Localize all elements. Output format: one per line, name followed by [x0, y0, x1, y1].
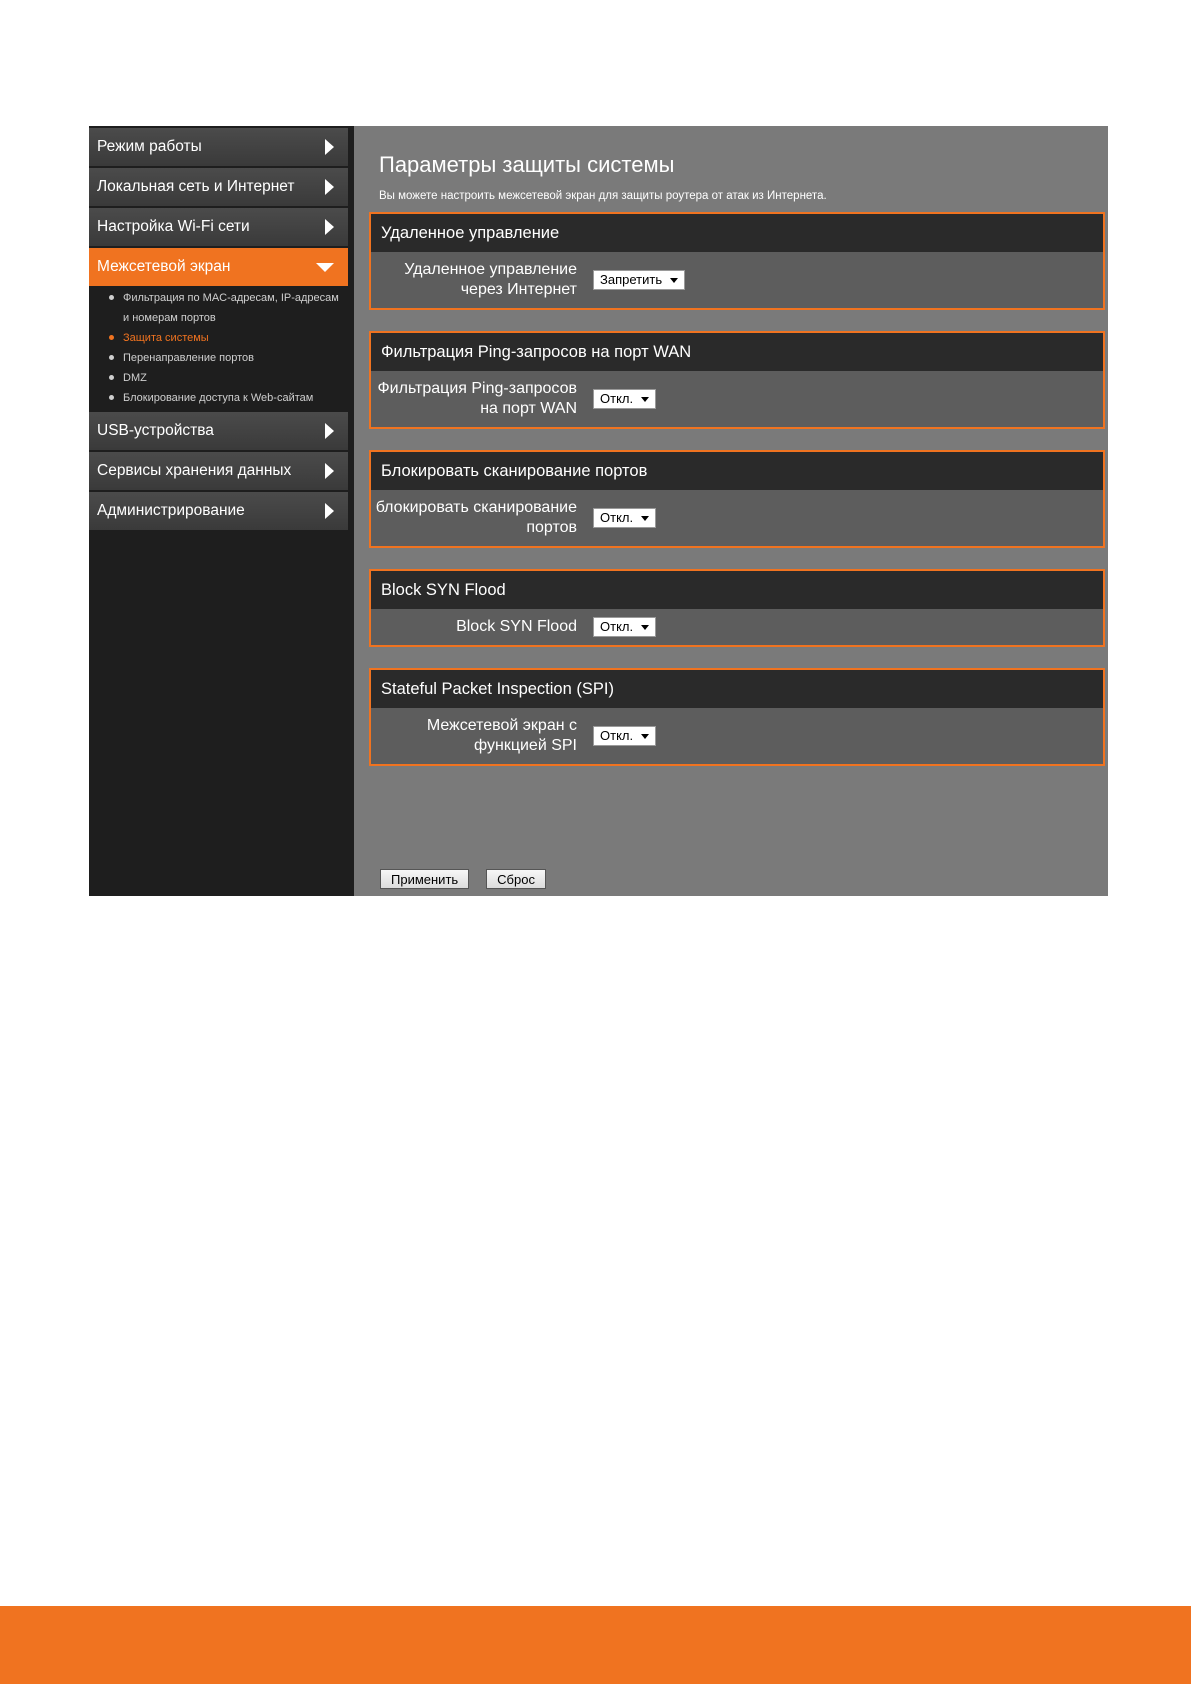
submenu-item-web-blocking[interactable] — [101, 388, 354, 408]
submenu-item-label: DMZ — [123, 372, 147, 384]
select-value: Запретить — [600, 272, 663, 287]
sidebar-item-wifi[interactable] — [89, 208, 348, 246]
panel-ping-filter — [369, 331, 1105, 429]
router-admin-screenshot — [89, 126, 1108, 896]
select-value: Откл. — [600, 510, 634, 525]
sidebar-item-mode[interactable] — [89, 128, 348, 166]
remote-management-select[interactable] — [593, 270, 685, 290]
syn-flood-select[interactable] — [593, 617, 656, 637]
sidebar-item-label: Межсетевой экран — [97, 258, 231, 275]
sidebar-item-label: USB-устройства — [97, 422, 214, 439]
chevron-right-icon — [325, 219, 334, 235]
panel-row — [371, 609, 1103, 645]
select-value: Откл. — [600, 391, 634, 406]
field-label: Block SYN Flood — [456, 618, 577, 635]
panel-heading: Stateful Packet Inspection (SPI) — [371, 670, 1103, 708]
field-label: блокировать сканирование портов — [375, 499, 577, 536]
submenu-item-dmz[interactable] — [101, 368, 354, 388]
panel-syn-flood — [369, 569, 1105, 647]
panel-remote-management — [369, 212, 1105, 310]
sidebar-item-usb[interactable] — [89, 412, 348, 450]
sidebar-item-administration[interactable] — [89, 492, 348, 530]
field-label: Удаленное управление через Интернет — [404, 261, 577, 298]
field-label: Фильтрация Ping-запросов на порт WAN — [377, 380, 577, 417]
page-footer-bar — [0, 1606, 1191, 1684]
main-content — [354, 126, 1108, 896]
submenu-item-label: Фильтрация по MAC-адресам, IP-адресам — [123, 292, 339, 304]
port-scan-block-select[interactable] — [593, 508, 656, 528]
chevron-right-icon — [325, 139, 334, 155]
dropdown-caret-icon — [641, 516, 649, 521]
select-value: Откл. — [600, 728, 634, 743]
panel-heading: Удаленное управление — [371, 214, 1103, 252]
ping-filter-select[interactable] — [593, 389, 656, 409]
firewall-submenu — [89, 288, 354, 408]
dropdown-caret-icon — [670, 278, 678, 283]
chevron-down-icon — [316, 263, 334, 272]
chevron-right-icon — [325, 463, 334, 479]
sidebar — [89, 126, 354, 896]
chevron-right-icon — [325, 423, 334, 439]
page-title: Параметры защиты системы — [379, 152, 675, 177]
submenu-item-label: Защита системы — [123, 332, 209, 344]
submenu-item-label: и номерам портов — [123, 312, 216, 324]
chevron-right-icon — [325, 503, 334, 519]
chevron-right-icon — [325, 179, 334, 195]
panel-row — [371, 490, 1103, 546]
dropdown-caret-icon — [641, 625, 649, 630]
spi-select[interactable] — [593, 726, 656, 746]
sidebar-item-label: Сервисы хранения данных — [97, 462, 292, 479]
sidebar-item-storage[interactable] — [89, 452, 348, 490]
panel-spi — [369, 668, 1105, 766]
sidebar-item-label: Администрирование — [97, 502, 245, 519]
panel-heading: Фильтрация Ping-запросов на порт WAN — [371, 333, 1103, 371]
field-label: Межсетевой экран с функцией SPI — [426, 717, 577, 754]
panel-row — [371, 371, 1103, 427]
dropdown-caret-icon — [641, 734, 649, 739]
panel-row — [371, 708, 1103, 764]
panel-row — [371, 252, 1103, 308]
panel-heading: Блокировать сканирование портов — [371, 452, 1103, 490]
page-description: Вы можете настроить межсетевой экран для защиты роутера от атак из Интернета. — [379, 190, 827, 202]
sidebar-item-label: Настройка Wi-Fi сети — [97, 218, 250, 235]
sidebar-item-label: Режим работы — [97, 138, 202, 155]
select-value: Откл. — [600, 619, 634, 634]
submenu-item-port-forwarding[interactable] — [101, 348, 354, 368]
sidebar-item-lan-internet[interactable] — [89, 168, 348, 206]
reset-button[interactable]: Сброс — [486, 869, 546, 889]
sidebar-item-firewall[interactable] — [89, 248, 348, 286]
submenu-item-label: Блокирование доступа к Web-сайтам — [123, 392, 314, 404]
dropdown-caret-icon — [641, 397, 649, 402]
apply-button[interactable]: Применить — [380, 869, 469, 889]
submenu-item-system-protection[interactable] — [101, 328, 354, 348]
submenu-item-label: Перенаправление портов — [123, 352, 254, 364]
submenu-item-mac-ip-filter[interactable] — [101, 288, 354, 328]
panel-heading: Block SYN Flood — [371, 571, 1103, 609]
panel-port-scan-block — [369, 450, 1105, 548]
form-buttons — [380, 869, 546, 889]
sidebar-item-label: Локальная сеть и Интернет — [97, 178, 295, 195]
